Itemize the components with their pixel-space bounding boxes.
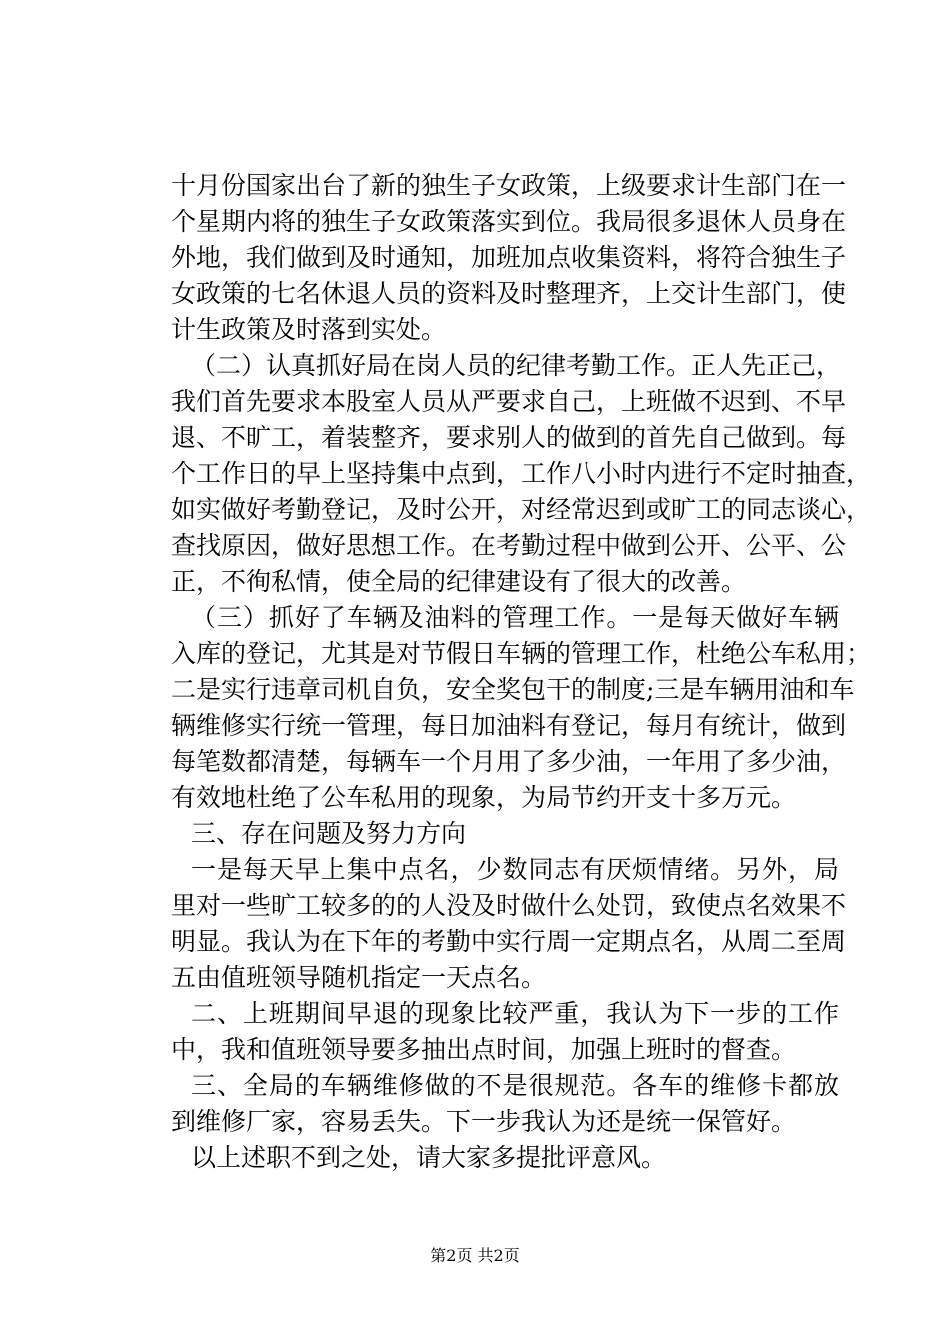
text-line: 个星期内将的独生子女政策落实到位。我局很多退休人员身在: [171, 207, 847, 236]
page-footer: 第2页 共2页: [430, 1246, 520, 1265]
text-line: 中，我和值班领导要多抽出点时间，加强上班时的督查。: [171, 1035, 797, 1064]
text-line: 如实做好考勤登记，及时公开，对经常迟到或旷工的同志谈心，: [171, 495, 872, 524]
text-line: 二、上班期间早退的现象比较严重，我认为下一步的工作: [191, 999, 839, 1028]
text-line: 正，不徇私情，使全局的纪律建设有了很大的改善。: [171, 567, 747, 596]
text-line: （三）抓好了车辆及油料的管理工作。一是每天做好车辆: [191, 603, 839, 632]
text-line: 查找原因，做好思想工作。在考勤过程中做到公开、公平、公: [171, 531, 847, 560]
text-line: 明显。我认为在下年的考勤中实行周一定期点名，从周二至周: [171, 927, 847, 956]
text-line: 二是实行违章司机自负，安全奖包干的制度;三是车辆用油和车: [171, 675, 855, 704]
text-line: 外地，我们做到及时通知，加班加点收集资料，将符合独生子: [171, 243, 847, 272]
text-line: 个工作日的早上坚持集中点到，工作八小时内进行不定时抽查，: [171, 459, 872, 488]
text-line: （二）认真抓好局在岗人员的纪律考勤工作。正人先正己，: [191, 351, 842, 380]
text-line: 每笔数都清楚，每辆车一个月用了多少油，一年用了多少油，: [171, 747, 847, 776]
text-line: 到维修厂家，容易丢失。下一步我认为还是统一保管好。: [171, 1107, 797, 1136]
text-line: 计生政策及时落到实处。: [171, 315, 447, 344]
text-line: 辆维修实行统一管理，每日加油料有登记，每月有统计，做到: [171, 711, 847, 740]
text-line: 入库的登记，尤其是对节假日车辆的管理工作，杜绝公车私用；: [171, 639, 872, 668]
text-line: 一是每天早上集中点名，少数同志有厌烦情绪。另外，局: [191, 855, 839, 884]
text-line: 我们首先要求本股室人员从严要求自己，上班做不迟到、不早: [171, 387, 847, 416]
text-line: 三、存在问题及努力方向: [191, 819, 467, 848]
text-line: 以上述职不到之处，请大家多提批评意风。: [191, 1143, 667, 1172]
text-line: 里对一些旷工较多的的人没及时做什么处罚，致使点名效果不: [171, 891, 847, 920]
text-line: 五由值班领导随机指定一天点名。: [171, 963, 547, 992]
text-line: 十月份国家出台了新的独生子女政策，上级要求计生部门在一: [171, 171, 847, 200]
text-line: 三、全局的车辆维修做的不是很规范。各车的维修卡都放: [191, 1071, 839, 1100]
text-line: 退、不旷工，着装整齐，要求别人的做到的首先自己做到。每: [171, 423, 847, 452]
text-line: 女政策的七名休退人员的资料及时整理齐，上交计生部门，使: [171, 279, 847, 308]
text-line: 有效地杜绝了公车私用的现象，为局节约开支十多万元。: [171, 783, 797, 812]
document-body: [171, 168, 872, 1176]
